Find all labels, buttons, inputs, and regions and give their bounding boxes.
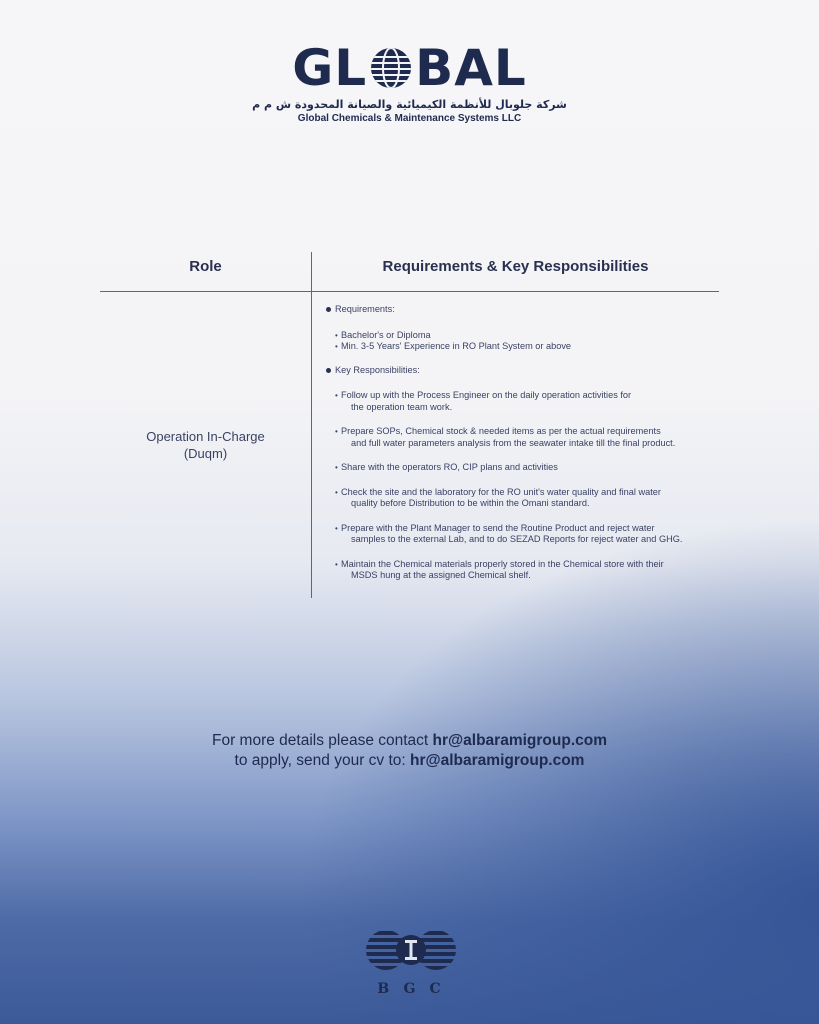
bgc-emblem-icon	[364, 928, 458, 972]
header-divider	[100, 291, 719, 292]
list-item: • Bachelor's or Diploma	[336, 330, 716, 342]
apply-email-link[interactable]: hr@albaramigroup.com	[410, 752, 585, 769]
list-item: • Min. 3-5 Years' Experience in RO Plant System or above	[336, 341, 716, 353]
logo-wordmark	[292, 40, 527, 96]
requirements-section-title: Requirements:	[326, 304, 716, 316]
globe-icon	[368, 45, 414, 91]
list-item: • Prepare with the Plant Manager to send the Routine Product and reject water samples to the external Lab, and to do SEZAD Reports for reject water and GHG.	[336, 523, 716, 546]
contact-email-link[interactable]: hr@albaramigroup.com	[432, 732, 607, 749]
company-name-arabic: شركة جلوبال للأنظمة الكيميائية والصيانة المحدودة ش م م	[252, 98, 567, 111]
list-item: • Follow up with the Process Engineer on the daily operation activities for the operation team work.	[336, 390, 716, 413]
contact-line-apply: to apply, send your cv to: hr@albaramigroup.com	[234, 752, 585, 769]
role-title	[100, 428, 311, 462]
list-item: • Maintain the Chemical materials properly stored in the Chemical store with their MSDS hung at the assigned Chemical shelf.	[336, 559, 716, 582]
requirements-header: Requirements & Key Responsibilities	[382, 258, 649, 275]
bullet-icon	[326, 307, 331, 312]
company-name-english: Global Chemicals & Maintenance Systems LLC	[297, 113, 522, 124]
job-table	[100, 252, 719, 600]
bgc-logo	[364, 928, 458, 997]
logo-text-right: BAL	[415, 39, 527, 97]
contact-info	[0, 731, 819, 771]
bullet-icon	[326, 368, 331, 373]
responsibilities-list	[326, 390, 716, 582]
company-logo	[0, 40, 819, 124]
list-item: • Check the site and the laboratory for the RO unit's water quality and final water quality before Distribution to be within the Omani standard.	[336, 487, 716, 510]
list-item: • Prepare SOPs, Chemical stock & needed items as per the actual requirements and full water parameters analysis from the seawater intake till the final product.	[336, 426, 716, 449]
column-divider	[311, 252, 312, 598]
list-item: • Share with the operators RO, CIP plans and activities	[336, 462, 716, 474]
requirements-list	[326, 330, 716, 353]
logo-text-left: GL	[292, 39, 368, 97]
role-header: Role	[189, 258, 222, 275]
role-name: Operation In-Charge	[146, 429, 265, 444]
role-location: (Duqm)	[183, 446, 228, 461]
contact-line-details: For more details please contact hr@albaramigroup.com	[211, 732, 607, 749]
responsibilities-section-title: Key Responsibilities:	[326, 365, 716, 377]
requirements-cell	[326, 304, 716, 582]
bgc-logo-text: BGC	[377, 981, 455, 997]
